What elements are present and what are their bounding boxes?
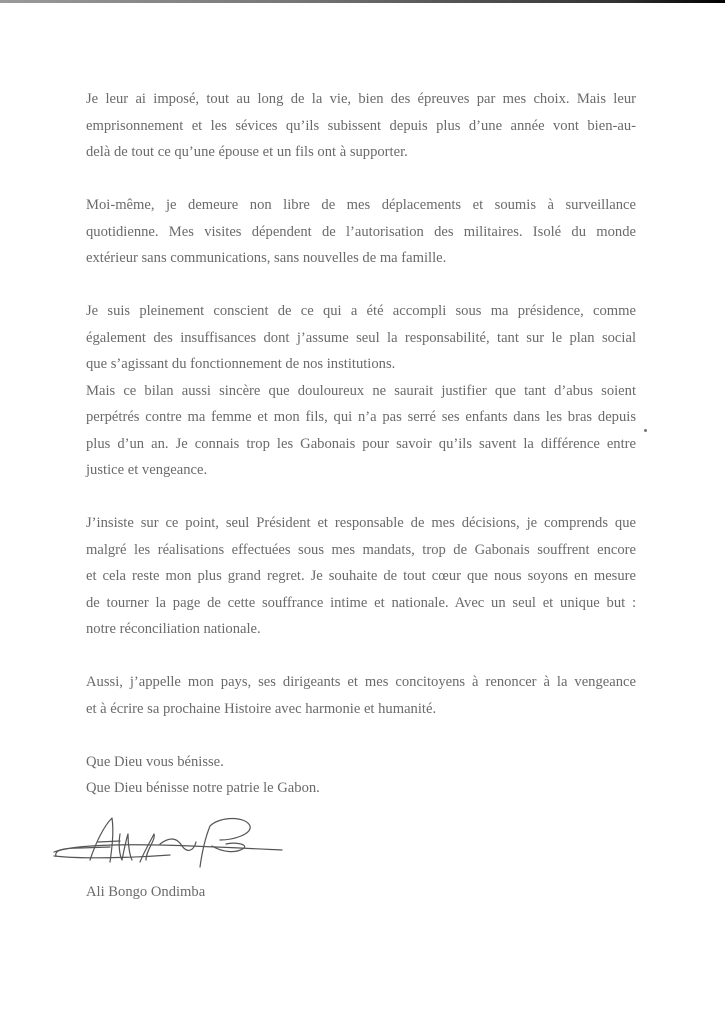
- text-line: que s’agissant du fonctionnement de nos institutions.: [86, 356, 396, 372]
- handwritten-signature: [50, 812, 285, 872]
- text-line: justice et vengeance.: [86, 462, 208, 478]
- text-line: Je leur ai imposé, tout au long de la vie, bien des épreuves par mes choix. Mais leur: [86, 91, 636, 107]
- scan-speck: [644, 429, 647, 432]
- paragraph-gap: [86, 166, 636, 193]
- text-line: Aussi, j’appelle mon pays, ses dirigeants et mes concitoyens à renoncer à la vengeance: [86, 674, 636, 690]
- text-line: delà de tout ce qu’une épouse et un fils ont à supporter.: [86, 144, 408, 160]
- text-line: Mais ce bilan aussi sincère que douloureux ne saurait justifier que tant d’abus soient: [86, 382, 636, 399]
- paragraph-3: [86, 298, 636, 484]
- text-line: Que Dieu bénisse notre patrie le Gabon.: [86, 780, 320, 796]
- text-line: également des insuffisances dont j’assume seul la responsabilité, tant sur le plan social: [86, 329, 636, 346]
- paragraph-gap: [86, 272, 636, 299]
- paragraph-gap: [86, 722, 636, 749]
- text-line: Je suis pleinement conscient de ce qui a été accompli sous ma présidence, comme: [86, 303, 636, 319]
- text-line: Moi-même, je demeure non libre de mes déplacements et soumis à surveillance: [86, 197, 636, 213]
- text-line: et cela reste mon plus grand regret. Je souhaite de tout cœur que nous soyons en mesure: [86, 568, 636, 584]
- text-line: malgré les réalisations effectuées sous mes mandats, trop de Gabonais souffrent encore: [86, 541, 636, 558]
- text-line: notre réconciliation nationale.: [86, 621, 261, 637]
- text-line: de tourner la page de cette souffrance intime et nationale. Avec un seul et unique but :: [86, 594, 636, 611]
- paragraph-gap: [86, 484, 636, 511]
- paragraph-4: [86, 510, 636, 643]
- letter-body: [86, 86, 636, 802]
- text-line: et à écrire sa prochaine Histoire avec harmonie et humanité.: [86, 700, 437, 717]
- paragraph-2: [86, 192, 636, 272]
- text-line: emprisonnement et les sévices qu’ils subissent depuis plus d’une année vont bien-au-: [86, 117, 636, 134]
- paragraph-gap: [86, 643, 636, 670]
- text-line: quotidienne. Mes visites dépendent de l’autorisation des militaires. Isolé du monde: [86, 223, 636, 240]
- closing-blessing: [86, 749, 636, 802]
- text-line: extérieur sans communications, sans nouvelles de ma famille.: [86, 250, 447, 266]
- page-top-border: [0, 0, 725, 3]
- paragraph-1: [86, 86, 636, 166]
- text-line: plus d’un an. Je connais trop les Gabonais pour savoir qu’ils savent la différence entre: [86, 435, 636, 452]
- paragraph-5: [86, 669, 636, 722]
- text-line: J’insiste sur ce point, seul Président et responsable de mes décisions, je comprends que: [86, 515, 636, 531]
- text-line: Que Dieu vous bénisse.: [86, 753, 224, 770]
- signatory-name: Ali Bongo Ondimba: [86, 884, 206, 900]
- text-line: perpétrés contre ma femme et mon fils, qui n’a pas serré ses enfants dans les bras depuis: [86, 409, 636, 425]
